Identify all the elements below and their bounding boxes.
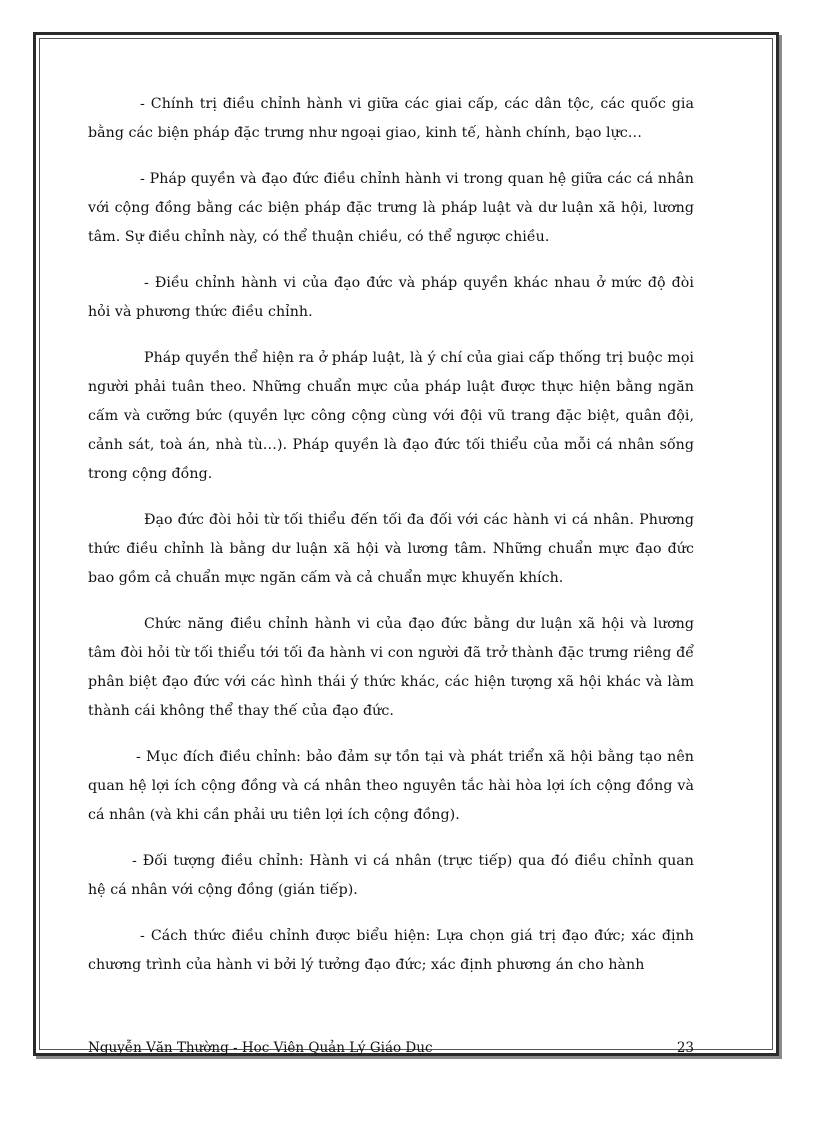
paragraph-4: Pháp quyền thể hiện ra ở pháp luật, là ý chí của giai cấp thống trị buộc mọi người phải tuân theo. Những chuẩn mực của pháp luật được thực hiện bằng ngăn cấm và cưỡng bức (quyền lực công cộng cùng với đội vũ trang đặc biệt, quân đội, cảnh sát, toà án, nhà tù…). Pháp quyền là đạo đức tối thiểu của mỗi cá nhân sống trong cộng đồng. [88, 350, 694, 482]
paragraph-3: - Điều chỉnh hành vi của đạo đức và pháp quyền khác nhau ở mức độ đòi hỏi và phương thức điều chỉnh. [88, 275, 694, 320]
document-body [88, 90, 694, 997]
paragraph-2: - Pháp quyền và đạo đức điều chỉnh hành vi trong quan hệ giữa các cá nhân với cộng đồng bằng các biện pháp đặc trưng là pháp luật và dư luận xã hội, lương tâm. Sự điều chỉnh này, có thể thuận chiều, có thể ngược chiều. [88, 171, 694, 245]
paragraph-9: - Cách thức điều chỉnh được biểu hiện: Lựa chọn giá trị đạo đức; xác định chương trình của hành vi bởi lý tưởng đạo đức; xác định phương án cho hành [88, 928, 694, 973]
paragraph-5: Đạo đức đòi hỏi từ tối thiểu đến tối đa đối với các hành vi cá nhân. Phương thức điều chỉnh là bằng dư luận xã hội và lương tâm. Những chuẩn mực đạo đức bao gồm cả chuẩn mực ngăn cấm và cả chuẩn mực khuyến khích. [88, 512, 694, 586]
paragraph-8: - Đối tượng điều chỉnh: Hành vi cá nhân (trực tiếp) qua đó điều chỉnh quan hệ cá nhân với cộng đồng (gián tiếp). [88, 853, 694, 898]
paragraph-6: Chức năng điều chỉnh hành vi của đạo đức bằng dư luận xã hội và lương tâm đòi hỏi từ tối thiểu tới tối đa hành vi con người đã trở thành đặc trưng riêng để phân biệt đạo đức với các hình thái ý thức khác, các hiện tượng xã hội khác và làm thành cái không thể thay thế của đạo đức. [88, 616, 694, 719]
paragraph-1: - Chính trị điều chỉnh hành vi giữa các giai cấp, các dân tộc, các quốc gia bằng các biện pháp đặc trưng như ngoại giao, kinh tế, hành chính, bạo lực… [88, 96, 694, 141]
page-footer [88, 1040, 694, 1056]
footer-author: Nguyễn Văn Thường - Học Viện Quản Lý Giáo Dục [88, 1040, 433, 1056]
paragraph-7: - Mục đích điều chỉnh: bảo đảm sự tồn tại và phát triển xã hội bằng tạo nên quan hệ lợi ích cộng đồng và cá nhân theo nguyên tắc hài hòa lợi ích cộng đồng và cá nhân (và khi cần phải ưu tiên lợi ích cộng đồng). [88, 749, 694, 823]
page-number: 23 [676, 1040, 694, 1056]
